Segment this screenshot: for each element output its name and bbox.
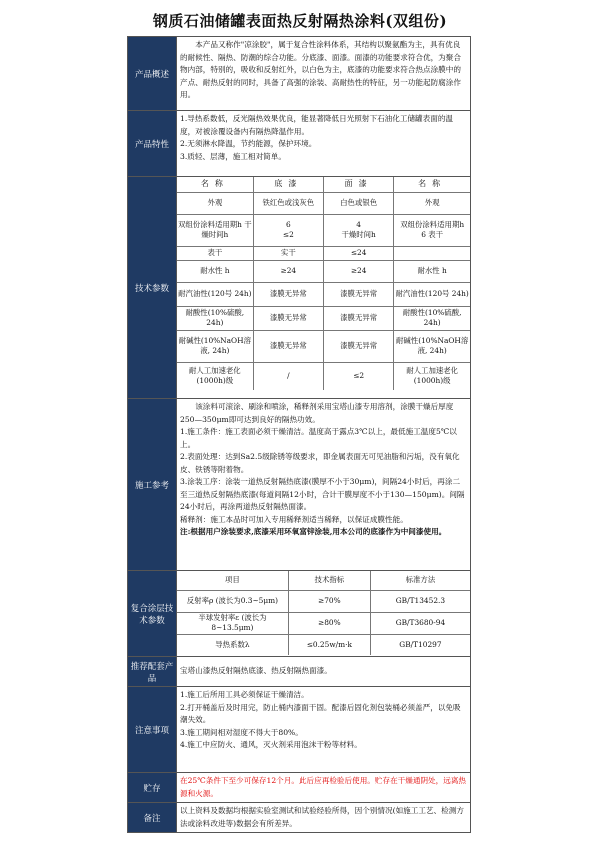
water-resist-primer: ≥24: [253, 260, 323, 282]
alkali-resist-primer: 漆膜无异常: [253, 330, 323, 362]
overview-row: [128, 37, 471, 111]
conductivity-method: GB/T10297: [370, 634, 470, 655]
surface-dry-label: 表干: [177, 246, 253, 260]
recommend-row: [128, 657, 471, 687]
gasoline-resist-topcoat: 漆膜无异常: [323, 282, 393, 306]
emissivity-label: 半球发射率ε (波长为8~13.5μm): [177, 612, 288, 634]
construction-thinner: 稀释剂：施工本品时可加入专用稀释剂适当稀释，以保证成膜性能。: [180, 514, 408, 524]
remarks-content: [177, 803, 471, 833]
notice-item-2: 2.打开桶盖后及时用完，防止桶内漆面干固。配漆后固化剂包装桶必须盖严，以免吸潮失效。: [180, 702, 461, 724]
appearance-label-right: 外观: [394, 192, 470, 214]
storage-text: 在25℃条件下至少可保存12个月。此后应再检验后使用。贮存在干燥通阴处，远离热源和火源。: [180, 776, 467, 798]
notice-item-3: 3.施工期间相对湿度不得大于80%。: [180, 727, 303, 737]
remarks-label: 备注: [128, 803, 177, 833]
water-resist-label-right: 耐水性 h: [394, 260, 470, 282]
appearance-topcoat: 白色或银色: [323, 192, 393, 214]
reflectance-method: GB/T13452.3: [370, 590, 470, 612]
acid-resist-label: 耐酸性(10%硫酸, 24h): [177, 306, 253, 330]
conductivity-value: ≤0.25w/m·k: [288, 634, 370, 655]
appearance-label: 外观: [177, 192, 253, 214]
water-resist-label: 耐水性 h: [177, 260, 253, 282]
composite-params-table: [177, 571, 470, 655]
aging-resist-primer: /: [253, 362, 323, 390]
notice-content: [177, 687, 471, 773]
pot-life-primer: [253, 214, 323, 246]
feature-item-3: 3.质轻、层薄，施工相对简单。: [180, 151, 286, 161]
construction-intro: 该涂料可滚涂、刷涂和喷涂，稀释剂采用宝塔山漆专用溶剂，涂膜干燥后厚度250—350μm即可达到良好的隔热功效。: [180, 402, 454, 424]
acid-resist-primer: 漆膜无异常: [253, 306, 323, 330]
pot-life-label: 双组份涂料适用期h 干燥时间h: [177, 214, 253, 246]
surface-dry-primer: ≤2: [282, 230, 294, 239]
notice-item-4: 4.施工中应防火、通风，灭火剂采用泡沫干粉等材料。: [180, 740, 362, 749]
recommend-text: 宝塔山漆热反射隔热底漆、热反射隔热面漆。: [180, 666, 332, 676]
reflectance-label: 反射率ρ (波长为0.3~5μm): [177, 590, 288, 612]
surface-dry-right: 表干: [428, 230, 444, 239]
notice-label: 注意事项: [128, 687, 177, 773]
feature-item-1: 1.导热系数低，反光隔热效果优良，能显著降低日光照射下石油化工储罐表面的温度，对被涂覆设备内有隔热降温作用。: [180, 114, 454, 136]
storage-label: 贮存: [128, 773, 177, 803]
pot-life-topcoat-val: 4: [356, 220, 361, 229]
remarks-row: [128, 803, 471, 833]
features-content: [177, 111, 471, 177]
conductivity-label: 导热系数λ: [177, 634, 288, 655]
overview-label: 产品概述: [128, 37, 177, 111]
tech-header-name: 名称: [177, 177, 253, 192]
construction-label: 施工参考: [128, 399, 177, 571]
acid-resist-label-right: 耐酸性(10%硫酸, 24h): [394, 306, 470, 330]
recommend-content: [177, 657, 471, 687]
construction-step-1: 1.施工条件：施工表面必须干燥清洁。温度高于露点3℃以上，最低施工温度5℃以上。: [180, 427, 457, 449]
emissivity-value: ≥80%: [288, 612, 370, 634]
tech-label: 技术参数: [128, 177, 177, 399]
aging-resist-label-right: 耐人工加速老化(1000h)级: [394, 362, 470, 390]
composite-content: [177, 571, 471, 657]
notice-row: [128, 687, 471, 773]
aging-resist-label: 耐人工加速老化(1000h)级: [177, 362, 253, 390]
surface-dry-topcoat: 干燥时间h: [341, 230, 376, 239]
tech-row: [128, 177, 471, 399]
overview-content: [177, 37, 471, 111]
hard-dry-value: ≤24: [323, 246, 393, 260]
pot-life-right: [394, 214, 470, 246]
pot-life-right-label: 双组份涂料适用期h: [400, 220, 465, 229]
construction-step-3: 3.涂装工序：涂装一道热反射隔热底漆(膜厚不小于30μm)，间隔24小时后，再涂二至三道热反射隔热底漆(每道间隔12小时，合计干膜厚度不小于130—150μm)。间隔24小时后，再涂两道热反射隔热面漆。: [180, 477, 465, 511]
tech-header-name-right: 名称: [394, 177, 470, 192]
composite-row: [128, 571, 471, 657]
storage-row: [128, 773, 471, 803]
gasoline-resist-primer: 漆膜无异常: [253, 282, 323, 306]
construction-row: [128, 399, 471, 571]
composite-label: 复合涂层技术参数: [128, 571, 177, 657]
composite-header-index: 技术指标: [288, 571, 370, 590]
water-resist-topcoat: ≥24: [323, 260, 393, 282]
storage-content: [177, 773, 471, 803]
recommend-label: 推荐配套产品: [128, 657, 177, 687]
tech-content: [177, 177, 471, 399]
emissivity-method: GB/T3680-94: [370, 612, 470, 634]
tech-params-table: [177, 177, 470, 390]
construction-note: 注:根据用户涂装要求,底漆采用环氧富锌涂装,用本公司的底漆作为中间漆使用。: [180, 527, 447, 536]
pot-life-right-val: 6: [421, 230, 426, 239]
gasoline-resist-label-right: 耐汽油性(120号 24h): [394, 282, 470, 306]
hard-dry-empty: [394, 246, 470, 260]
feature-item-2: 2.无须淋水降温，节约能源，保护环境。: [180, 139, 317, 148]
tech-header-topcoat: 面漆: [323, 177, 393, 192]
notice-item-1: 1.施工后所用工具必须保证干燥清洁。: [180, 690, 309, 699]
alkali-resist-label: 耐碱性(10%NaOH溶液, 24h): [177, 330, 253, 362]
tech-header-primer: 底漆: [253, 177, 323, 192]
construction-content: [177, 399, 471, 571]
product-spec-table: [127, 36, 471, 833]
document-title: 钢质石油储罐表面热反射隔热涂料(双组份): [152, 12, 448, 30]
hard-dry-label: 实干: [253, 246, 323, 260]
reflectance-value: ≥70%: [288, 590, 370, 612]
acid-resist-topcoat: 漆膜无异常: [323, 306, 393, 330]
composite-header-method: 标准方法: [370, 571, 470, 590]
pot-life-topcoat: [323, 214, 393, 246]
appearance-primer: 铁红色或浅灰色: [253, 192, 323, 214]
aging-resist-topcoat: ≤2: [323, 362, 393, 390]
construction-step-2: 2.表面处理：达到Sa2.5级除锈等级要求，即金属表面无可见油脂和污垢，没有氧化皮、铁锈等附着物。: [180, 452, 460, 474]
composite-header-item: 项目: [177, 571, 288, 590]
remarks-text: 以上资料及数据均根据实验室测试和试验经验所得，因个别情况(如施工工艺、检测方法或涂料改进等)数据会有所差异。: [180, 806, 464, 828]
overview-text: 本产品又称作"凉涂胶"，属于复合性涂料体系，其结构以聚氨酯为主，具有优良的耐候性、隔热、防潮的综合功能。分底漆、面漆。面漆的功能要求符合优，为聚合物内部，特别的，吸收和反射红外，以白色为主，底漆的功能要求符合热点涂膜中的产点、耐热反射的同时，具备了高强的涂装、高耐热性的特征，另一功能起防腐涂作用。: [180, 40, 461, 99]
pot-life-primer-val: 6: [285, 220, 291, 229]
alkali-resist-label-right: 耐碱性(10%NaOH溶液, 24h): [394, 330, 470, 362]
features-row: [128, 111, 471, 177]
gasoline-resist-label: 耐汽油性(120号 24h): [177, 282, 253, 306]
features-label: 产品特性: [128, 111, 177, 177]
alkali-resist-topcoat: 漆膜无异常: [323, 330, 393, 362]
